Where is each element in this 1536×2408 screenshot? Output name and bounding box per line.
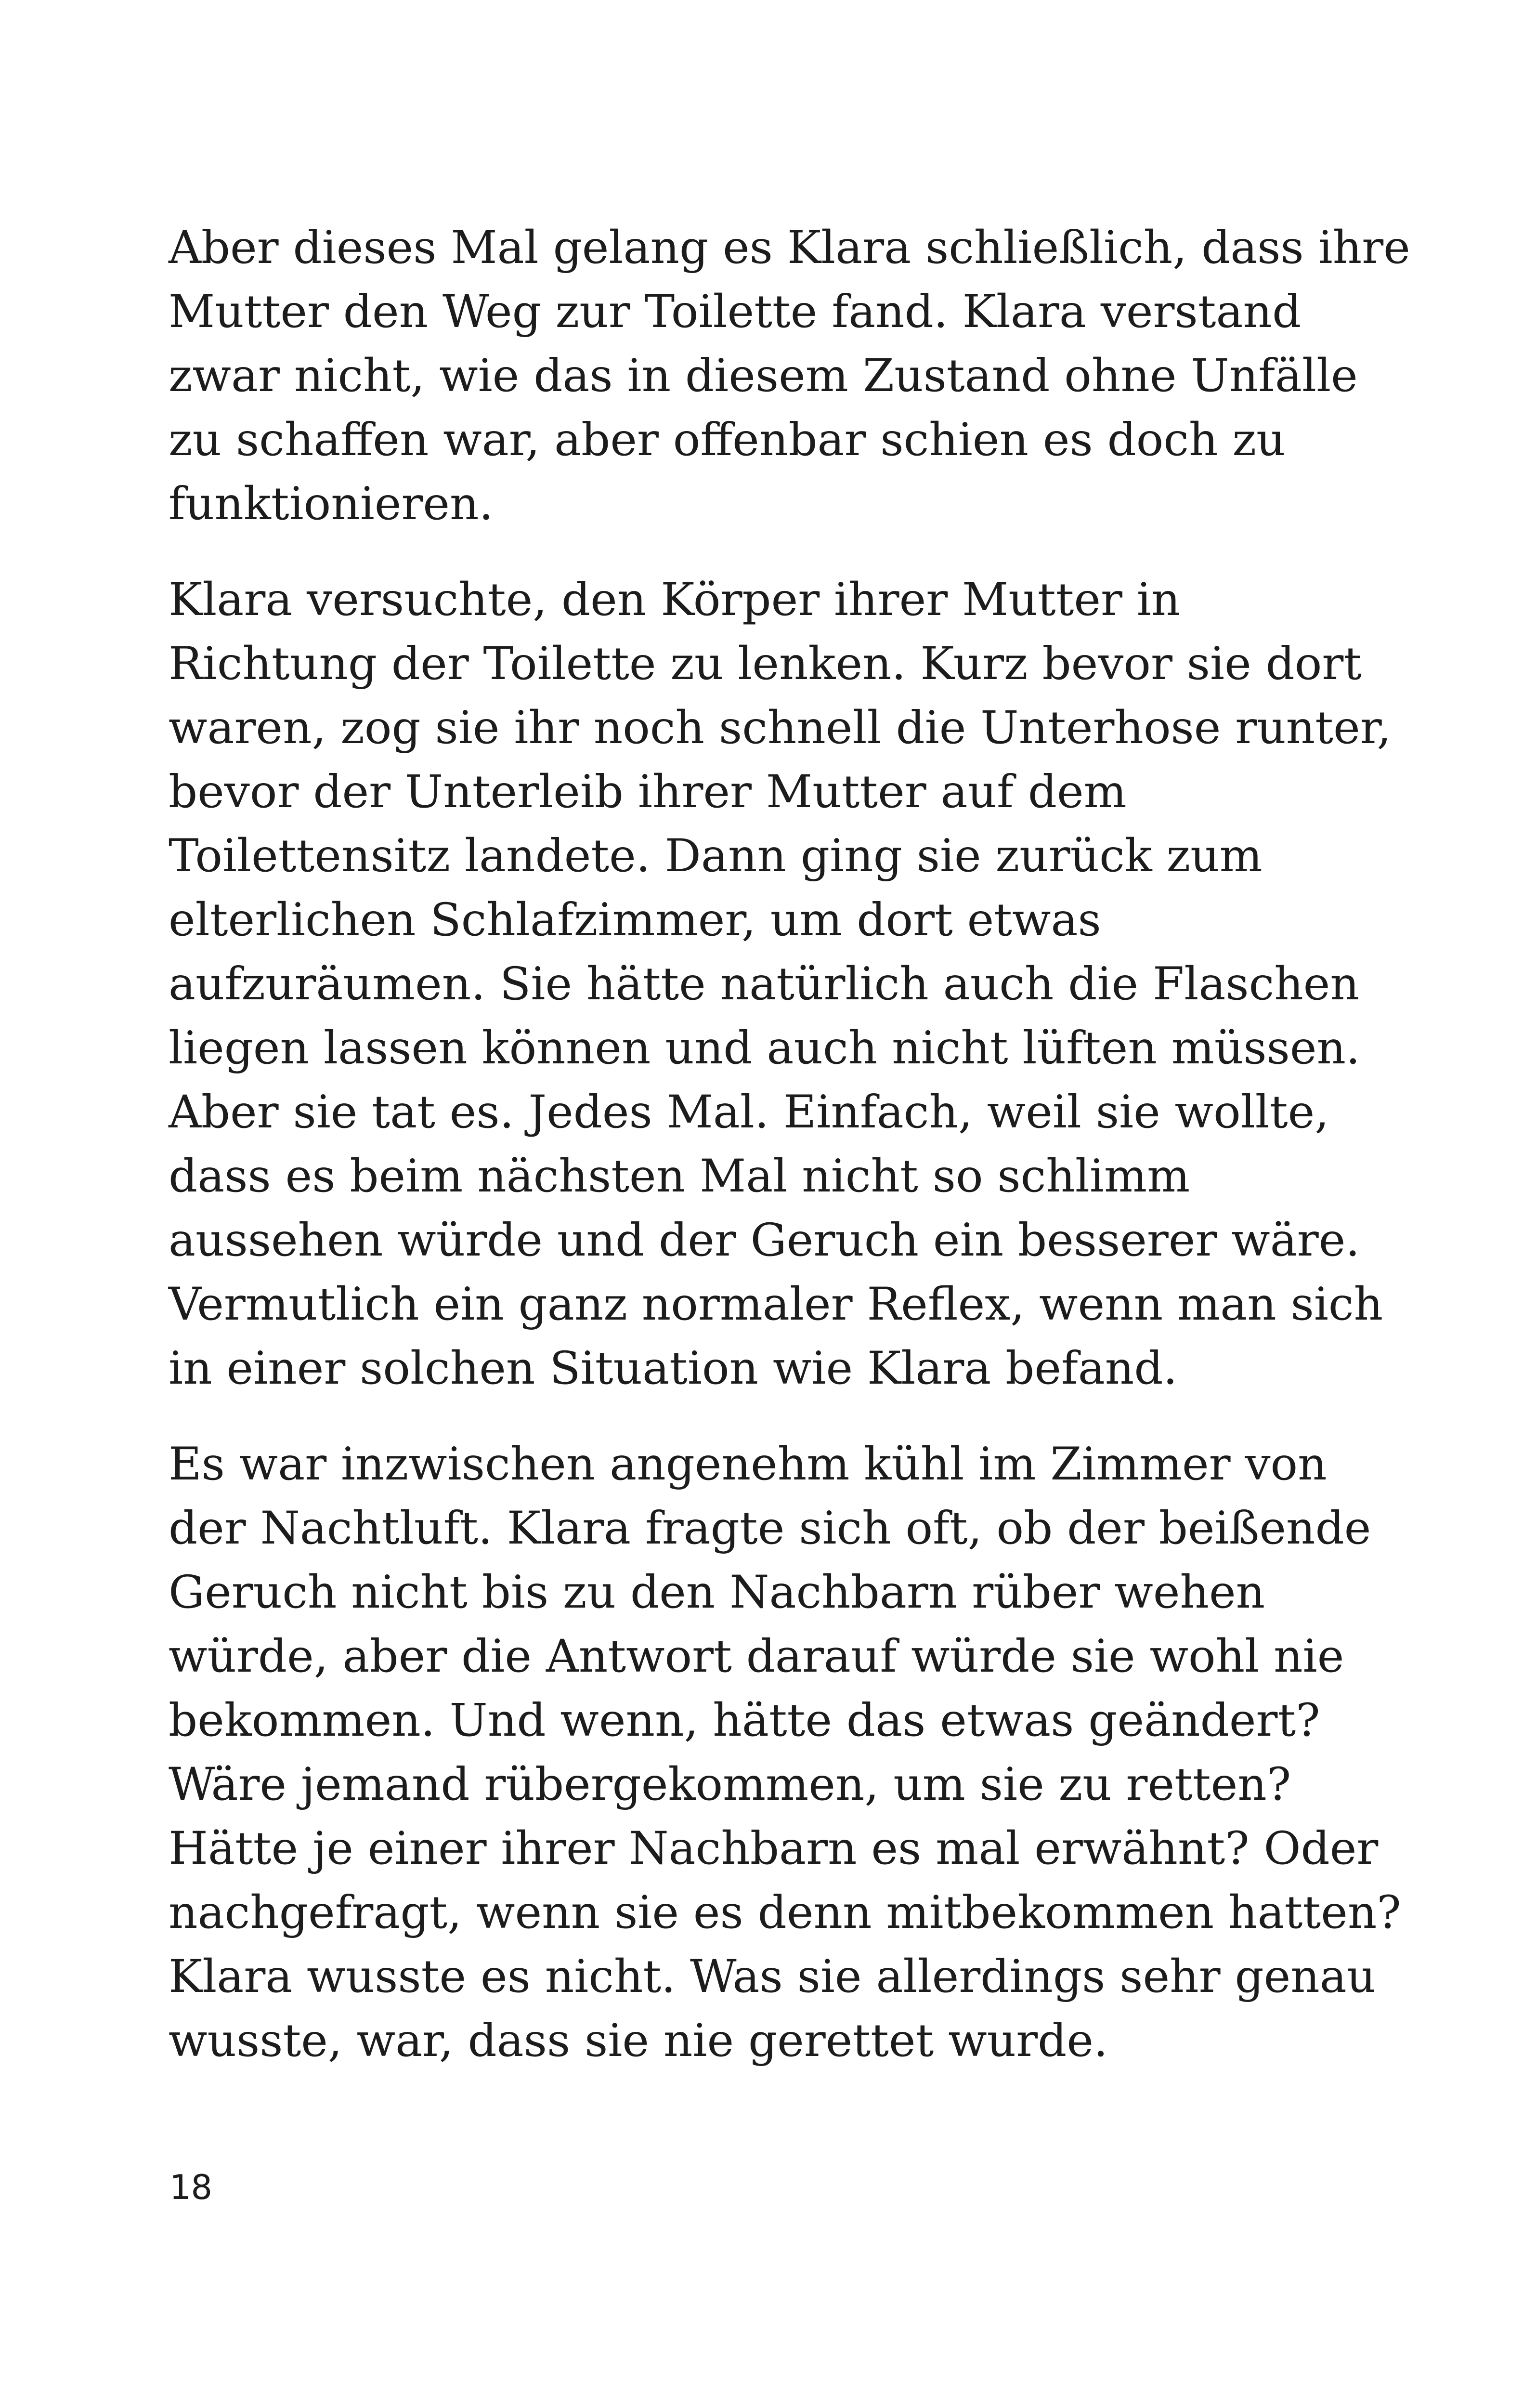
text-line: Geruch nicht bis zu den Nachbarn rüber wehen: [169, 1566, 1265, 1619]
text-line: würde, aber die Antwort darauf würde sie wohl nie: [169, 1630, 1344, 1683]
text-line: Toilettensitz landete. Dann ging sie zurück zum: [169, 830, 1263, 882]
paragraph-1: [169, 216, 1410, 536]
paragraph-2: [169, 568, 1392, 1400]
text-line: aussehen würde und der Geruch ein besserer wäre.: [169, 1214, 1360, 1267]
text-line: Aber sie tat es. Jedes Mal. Einfach, weil sie wollte,: [169, 1086, 1329, 1139]
text-line: liegen lassen können und auch nicht lüften müssen.: [169, 1022, 1360, 1074]
text-line: Vermutlich ein ganz normaler Reflex, wenn man sich: [169, 1278, 1383, 1331]
page-number: 18: [169, 2168, 213, 2207]
text-line: bevor der Unterleib ihrer Mutter auf dem: [169, 766, 1127, 818]
text-line: Klara versuchte, den Körper ihrer Mutter in: [169, 574, 1181, 626]
text-line: zwar nicht, wie das in diesem Zustand ohne Unfälle: [169, 350, 1358, 402]
paragraph-3: [169, 1432, 1401, 2073]
text-line: Wäre jemand rübergekommen, um sie zu retten?: [169, 1758, 1291, 1811]
text-line: der Nachtluft. Klara fragte sich oft, ob der beißende: [169, 1502, 1371, 1555]
text-line: Hätte je einer ihrer Nachbarn es mal erwähnt? Oder: [169, 1822, 1379, 1875]
text-line: Richtung der Toilette zu lenken. Kurz bevor sie dort: [169, 638, 1362, 690]
text-line: waren, zog sie ihr noch schnell die Unterhose runter,: [169, 702, 1392, 754]
text-line: Aber dieses Mal gelang es Klara schließlich, dass ihre: [169, 222, 1410, 274]
text-line: bekommen. Und wenn, hätte das etwas geändert?: [169, 1694, 1320, 1747]
text-line: wusste, war, dass sie nie gerettet wurde.: [169, 2015, 1108, 2067]
text-line: Klara wusste es nicht. Was sie allerdings sehr genau: [169, 1950, 1376, 2003]
text-line: zu schaffen war, aber offenbar schien es doch zu: [169, 414, 1286, 466]
text-line: Mutter den Weg zur Toilette fand. Klara verstand: [169, 286, 1302, 338]
text-line: funktionieren.: [169, 478, 494, 530]
text-line: in einer solchen Situation wie Klara befand.: [169, 1342, 1178, 1395]
text-line: Es war inzwischen angenehm kühl im Zimmer von: [169, 1438, 1327, 1491]
text-line: elterlichen Schlafzimmer, um dort etwas: [169, 894, 1101, 946]
text-line: aufzuräumen. Sie hätte natürlich auch die Flaschen: [169, 958, 1359, 1010]
text-line: dass es beim nächsten Mal nicht so schlimm: [169, 1150, 1190, 1203]
body-text: [169, 216, 1410, 2105]
text-line: nachgefragt, wenn sie es denn mitbekommen hatten?: [169, 1886, 1401, 1939]
